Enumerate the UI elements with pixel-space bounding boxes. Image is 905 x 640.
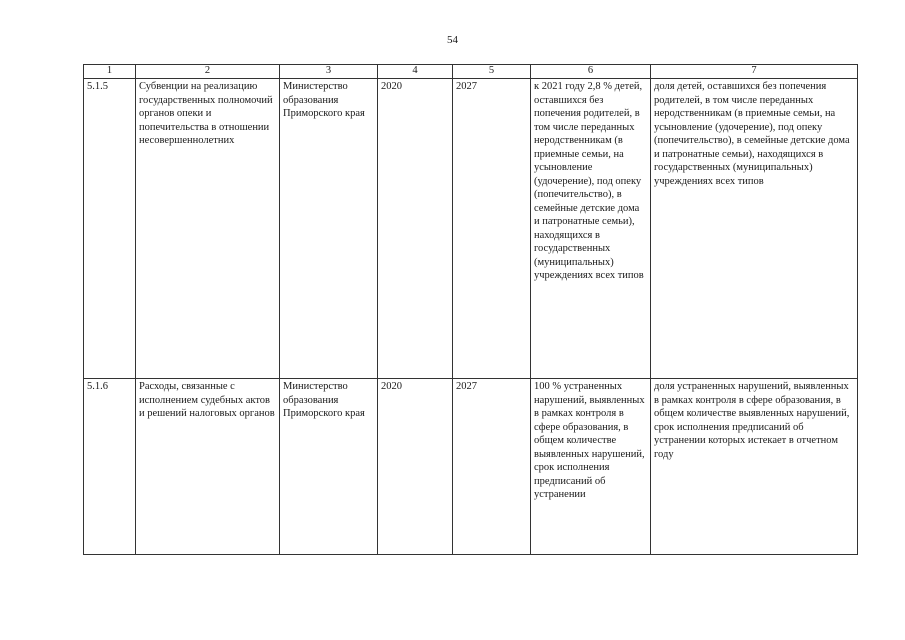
col-header-5: 5 [453, 65, 531, 79]
col-header-2: 2 [136, 65, 280, 79]
expected-result: 100 % устраненных нарушений, выявленных в рамках контроля в сфере образования, в общем количестве выявленных нарушений, срок исполнения предписаний об устранении [531, 379, 651, 555]
row-number: 5.1.5 [84, 79, 136, 379]
col-header-3: 3 [280, 65, 378, 79]
col-header-7: 7 [651, 65, 858, 79]
page-number: 54 [447, 34, 458, 46]
end-year: 2027 [453, 379, 531, 555]
header-row [84, 65, 858, 79]
executor: Министерство образования Приморского края [280, 79, 378, 379]
indicator: доля устраненных нарушений, выявленных в рамках контроля в сфере образования, в общем количестве выявленных нарушений, срок исполнения предписаний об устранении которых истекает в отчетном году [651, 379, 858, 555]
start-year: 2020 [378, 379, 453, 555]
col-header-6: 6 [531, 65, 651, 79]
table-row [84, 79, 858, 379]
start-year: 2020 [378, 79, 453, 379]
end-year: 2027 [453, 79, 531, 379]
col-header-4: 4 [378, 65, 453, 79]
expected-result: к 2021 году 2,8 % детей, оставшихся без попечения родителей, в том числе переданных неродственникам (в приемные семьи, на усыновление (удочерение), под опеку (попечительство), в семейные детские дома и патронатные семьи), находящихся в государственных (муниципальных) учреждениях всех типов [531, 79, 651, 379]
executor: Министерство образования Приморского края [280, 379, 378, 555]
table-row [84, 379, 858, 555]
row-number: 5.1.6 [84, 379, 136, 555]
activity-name: Субвенции на реализацию государственных полномочий органов опеки и попечительства в отношении несовершеннолетних [136, 79, 280, 379]
col-header-1: 1 [84, 65, 136, 79]
activity-name: Расходы, связанные с исполнением судебных актов и решений налоговых органов [136, 379, 280, 555]
program-activities-table [83, 64, 858, 555]
indicator: доля детей, оставшихся без попечения родителей, в том числе переданных неродственникам (в приемные семьи, на усыновление (удочерение), под опеку (попечительство), в семейные детские дома и патронатные семьи), находящихся в государственных (муниципальных) учреждениях всех типов [651, 79, 858, 379]
